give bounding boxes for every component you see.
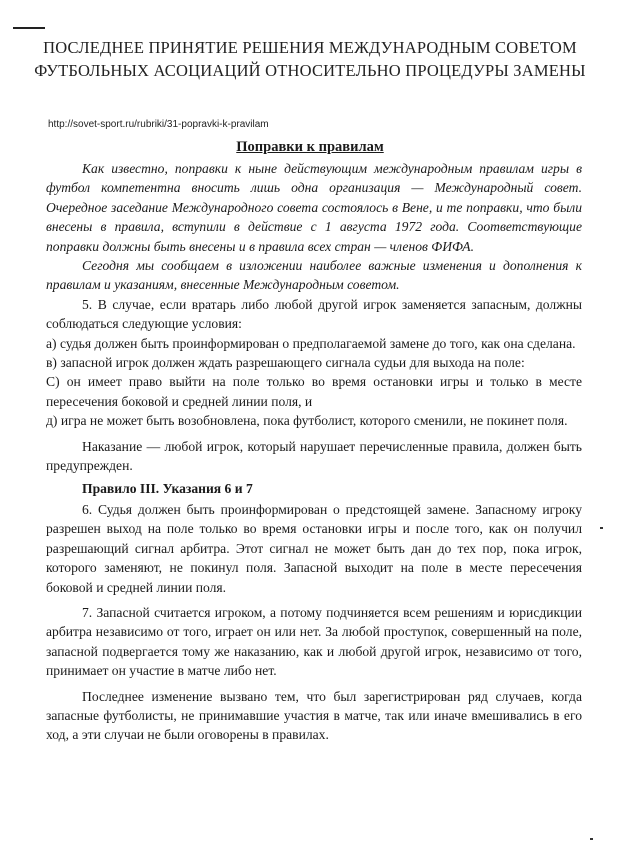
intro-paragraph-2: Сегодня мы сообщаем в изложении наиболее важные изменения и дополнения к правилам и указаниям, внесенные Международным советом.: [46, 258, 582, 293]
clause-5-item-b: в) запасной игрок должен ждать разрешающего сигнала судьи для выхода на поле:: [46, 355, 525, 371]
closing-paragraph: Последнее изменение вызвано тем, что был зарегистрирован ряд случаев, когда запасные футболисты, не принимавшие участия в матче, так или иначе вмешивались в его ход, а эти случаи не были оговорены в правилах.: [46, 688, 582, 743]
clause-5-item-a: а) судья должен быть проинформирован о предполагаемой замене до того, как она сделана.: [46, 335, 576, 351]
clause-5-lead: 5. В случае, если вратарь либо любой другой игрок заменяется запасным, должны соблюдаться следующие условия:: [46, 296, 582, 332]
section-subheading: Поправки к правилам: [236, 139, 384, 155]
rule-paragraph-6: 6. Судья должен быть проинформирован о предстоящей замене. Запасному игроку разрешен выход на поле только во время остановки игры и после того, как он получил разрешающий сигнал арбитра. Этот сигнал не может быть дан до тех пор, пока игрок, которого заменяют, не покинул поля. Запасной выходит на поле в месте пересечения боковой и средней линии поля.: [46, 501, 582, 595]
document-title: ПОСЛЕДНЕЕ ПРИНЯТИЕ РЕШЕНИЯ МЕЖДУНАРОДНЫМ СОВЕТОМ ФУТБОЛЬНЫХ АСОЦИАЦИЙ ОТНОСИТЕЛЬНО ПРОЦЕДУРЫ ЗАМЕНЫ: [34, 38, 586, 80]
scan-speck: [590, 838, 593, 840]
rule-paragraph-7: 7. Запасной считается игроком, а потому подчиняется всем решениям и юрисдикции арбитра независимо от того, играет он или нет. За любой проступок, совершенный на поле, запасной подвергается тому же наказанию, как и любой другой игрок, независимо от того, принимает он участие в матче либо нет.: [46, 604, 582, 679]
clause-5-penalty: Наказание — любой игрок, который нарушает перечисленные правила, должен быть предупрежден.: [46, 438, 582, 474]
source-url: http://sovet-sport.ru/rubriki/31-popravki-k-pravilam: [48, 119, 269, 130]
document-body: [46, 159, 582, 745]
rule-heading: Правило III. Указания 6 и 7: [82, 480, 253, 496]
scan-mark: [13, 27, 45, 29]
clause-5-item-d: д) игра не может быть возобновлена, пока футболист, которого сменили, не покинет поля.: [46, 413, 568, 429]
intro-paragraph-1: Как известно, поправки к ныне действующим международным правилам игры в футбол компетентна вносить лишь одна организация — Международный совет. Очередное заседание Международного совета состоялось в Вене, и те поправки, что были внесены в правила, вступили в действие с 1 августа 1972 года. Соответствующие поправки должны быть внесены и в правила всех стран — членов ФИФА.: [46, 161, 582, 254]
scan-speck: [600, 527, 603, 529]
clause-5-item-c: С) он имеет право выйти на поле только во время остановки игры и только в месте пересечения боковой и средней линии поля, и: [46, 374, 582, 409]
